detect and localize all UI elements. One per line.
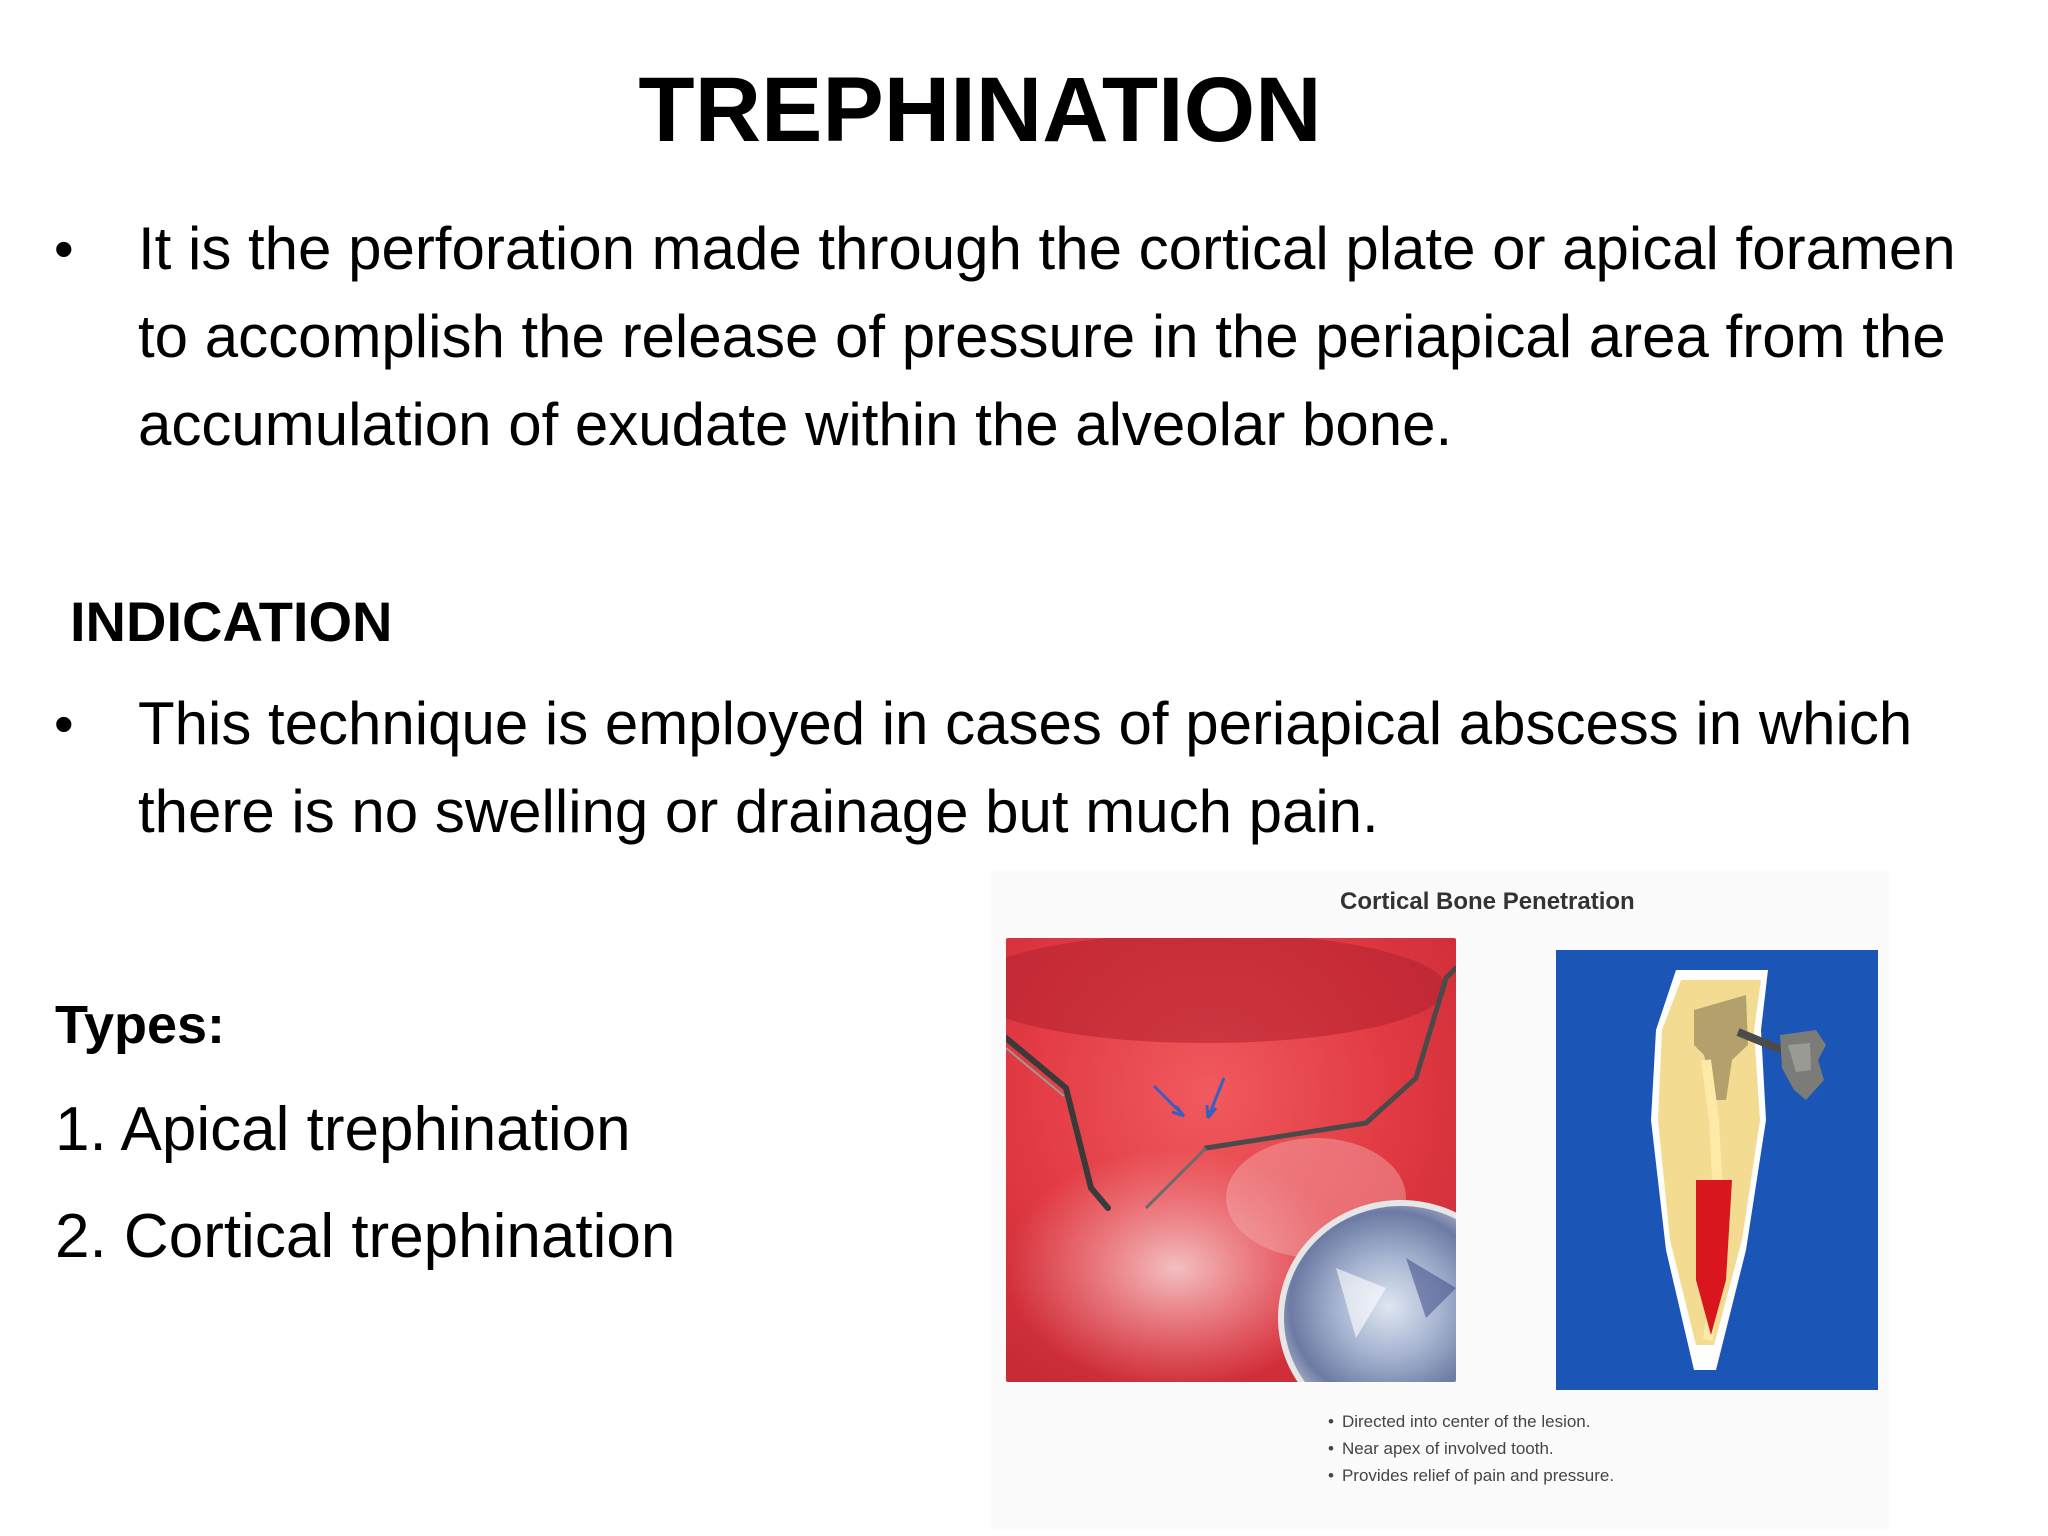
- definition-bullet: [50, 205, 1980, 469]
- bullet-marker: •: [54, 692, 74, 755]
- tooth-cross-section-illustration: [1556, 950, 1878, 1390]
- figure-notes: [1328, 1408, 1614, 1489]
- clinical-photo-illustration: [1006, 938, 1456, 1382]
- definition-text: It is the perforation made through the cortical plate or apical foramen to accomplish the release of pressure in the periapical area from the accumulation of exudate within the alveolar bone.: [138, 215, 1956, 458]
- cortical-bone-penetration-figure: [990, 870, 1890, 1530]
- bullet-marker: •: [54, 217, 74, 280]
- tooth-diagram: [1556, 950, 1878, 1390]
- types-heading: Types:: [55, 995, 226, 1055]
- figure-title: Cortical Bone Penetration: [1340, 888, 1635, 915]
- figure-note: • Directed into center of the lesion.: [1328, 1408, 1614, 1435]
- types-item-cortical: 2. Cortical trephination: [55, 1202, 676, 1271]
- figure-note: • Near apex of involved tooth.: [1328, 1435, 1614, 1462]
- types-item-apical: 1. Apical trephination: [55, 1095, 631, 1164]
- slide-title: TREPHINATION: [638, 59, 1322, 161]
- clinical-photo: [1006, 938, 1456, 1382]
- indication-bullet: [50, 680, 1980, 856]
- indication-heading: INDICATION: [70, 590, 393, 653]
- indication-text: This technique is employed in cases of periapical abscess in which there is no swelling or drainage but much pain.: [138, 690, 1913, 845]
- figure-note: • Provides relief of pain and pressure.: [1328, 1462, 1614, 1489]
